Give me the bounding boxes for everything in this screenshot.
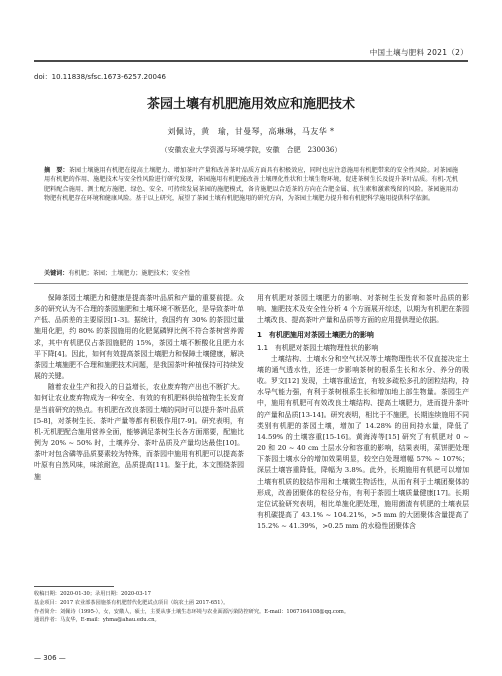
keywords-block <box>44 268 458 277</box>
body-paragraph: 保障茶园土壤肥力和健康是提高茶叶品质和产量的重要前提。众多的研究认为不合理的茶园施肥和土壤环境不断恶化，是导致茶叶单产低、品质差的主要原因[1-3]。据统计，我国约有 30% 的茶园过量施用化肥，约 80% 的茶园施用的化肥氮磷钾比例不符合茶树营养需求，其中有机肥仅占茶园施肥的 15%，茶园土壤不断酸化且肥力水平下降[4]。因此，如何有效提高茶园土壤肥力和保障土壤健康，解决茶园土壤施肥不合理和施肥技术问题，是我国茶叶种植保持可持续发展的关键。 <box>34 294 244 381</box>
keywords-text: 有机肥；茶园；土壤肥力；施肥技术；安全性 <box>68 270 191 277</box>
footnotes <box>34 590 350 625</box>
footnote-received: 收稿日期：2020-01-30；录用日期：2020-03-17 <box>34 591 151 597</box>
footnote-author-bio: 作者简介：刘佩诗（1995-），女，安徽人，硕士，主要从事土壤生态环境与农业面源污染防控研究。E-mail：1067164108@qq.com。 <box>34 608 350 615</box>
doi-line: doi：10.11838/sfsc.1673-6257.20046 <box>34 73 166 81</box>
affiliation: （安徽农业大学资源与环境学院，安徽 合肥 230036） <box>160 146 342 154</box>
left-column <box>34 293 244 523</box>
subsection-heading: 1.1 有机肥对茶园土壤物理性状的影响 <box>257 343 379 352</box>
page-number: — 306 — <box>34 654 66 662</box>
abstract-text: 茶园土壤施用有机肥在提高土壤肥力、增加茶叶产量和改善茶叶品质方面具有积极效应，同时也应注意施用有机肥带来的安全性风险。对茶园施用有机肥的作用、施肥技术与安全性风险进行研究发现，茶园施用有机肥能改善土壤理化性状和土壤生物环境，促进茶树生长及提升茶叶品质。有机-无机肥料配合施用、测土配方施肥、绿色、安全、可持续发展茶园的施肥模式，备肯施肥以合适茶的方向在合肥金属、抗生素和激素残留的风险。茶园施用动物肥有机肥存在环境和健康风险。基于以上研究，展望了茶园土壤有机肥施用的研究方向，为茶园土壤肥力提升和有机肥科学施用提供科学依据。 <box>44 167 459 202</box>
abstract-label: 摘 要： <box>44 167 69 174</box>
body-paragraph: 土壤结构、土壤水分和空气状况等土壤物理性状不仅直接决定土壤的通气透水性，还进一步影响茶树的根系生长和水分、养分的吸收。罗文[12] 发现，土壤容重适宜，有较多疏松多孔的团粒结构，持水导气能力强，有利于茶树根系生长和增加地上部生物量。茶园生产中，施用有机肥可有效改良土壤结构、提高土壤肥力，进而提升茶叶的产量和品质[13-14]。研究表明，相比于不施肥，长期连续施用不同类别有机肥的茶园土壤，增加了 14.28% 的田间持水量，降低了 14.59% 的土壤容重[15-16]。黄海涛等[15] 研究了有机肥对 0 ~ 20 和 20 ~ 40 cm 土层水分和容重的影响，结果表明，菜饼肥处理下茶园土壤水分的增加效果明显，较空白处理增幅 57% ~ 107%；深层土壤容重降低，降幅为 3.8%。此外，长期施用有机肥可以增加土壤有机质的胶结作用和土壤微生物活性，从而有利于土壤团聚体的形成，改善团聚体的粒径分布，有利于茶园土壤质量健康[17]。长期定位试验研究表明，相比单施化肥处理，施用菌渣有机肥的土壤表层有机碳提高了 43.1% ~ 104.21%，>5 mm 的大团聚体含量提高了 15.2% ~ 41.39%，>0.25 mm 的水稳性团聚体含 <box>257 354 469 531</box>
author-list: 刘佩诗，黄 瑜，甘曼琴，高琳琳，马友华 * <box>167 127 335 136</box>
body-paragraph: 随着农业生产和投入的日益增长，农业废弃物产出也不断扩大。如何让农业废弃物成为一种安全、有效的有机肥料供给植物生长发育是当前研究的热点。有机肥在改良茶园土壤的同时可以提升茶叶品质[5-8]，对茶树生长、茶叶产量等都有积极作用[7-9]。研究表明，有机-无机肥配合施用营养全面，能够满足茶树生长各方面需要，配施比例为 20% ~ 50% 时，土壤养分、茶叶品质及产量均达最佳[10]。茶叶对包含磷等品质要素较为特殊，而茶园中施用有机肥可以提高茶叶原有自然风味，味浓耐泡，品质提高[11]。鉴于此，本文围绕茶园施 <box>34 383 244 481</box>
footnote-rule <box>34 586 114 587</box>
running-header: 中国土壤与肥料 2021（2） <box>369 48 468 57</box>
right-column <box>257 293 469 633</box>
header-rule <box>34 60 468 62</box>
article-title: 茶园土壤有机肥施用效应和施肥技术 <box>146 97 355 112</box>
abstract-separator <box>34 283 468 284</box>
footnote-funding: 基金项目：2017 农业部茶园施茶有机肥替代化肥试点项目（皖农土函 2017-651）。 <box>34 599 229 606</box>
keywords-label: 关键词： <box>44 270 69 277</box>
section-heading: 1 有机肥施用对茶园土壤肥力的影响 <box>257 331 374 340</box>
footnote-corresponding: 通讯作者：马友华，E-mail：yhma@ahau.edu.cn。 <box>34 617 160 624</box>
abstract-block <box>44 166 458 203</box>
body-paragraph: 用有机肥对茶园土壤肥力的影响、对茶树生长发育和茶叶品质的影响、施肥技术及安全性分析 4 个方面展开综述，以期为有机肥在茶园土壤改良、提高茶叶产量和品质等方面的应用提供理论依据。 <box>257 294 469 325</box>
